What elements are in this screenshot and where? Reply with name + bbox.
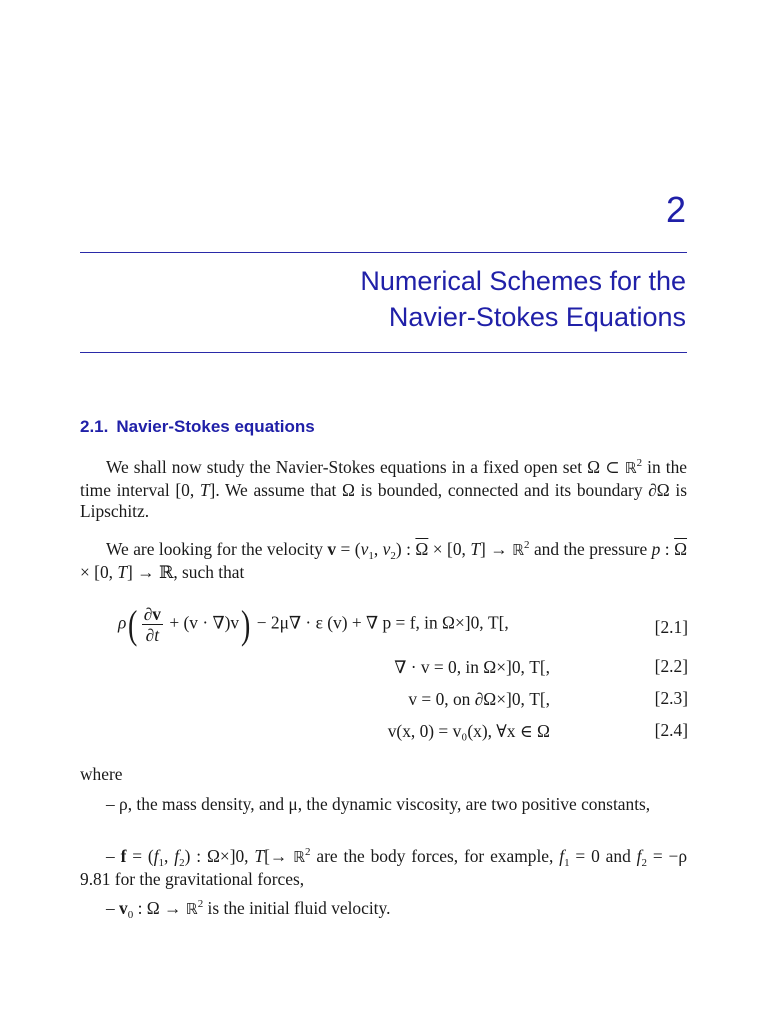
equation-2-2: ∇ · v = 0, in Ω×]0, T[, xyxy=(394,657,550,677)
equation-2-4: v(x, 0) = v₀(x), ∀x ∈ Ω xyxy=(387,721,550,741)
equation-number-2-1: [2.1] xyxy=(654,617,688,637)
paragraph-1: We shall now study the Navier-Stokes equations in a fixed open set Ω ⊂ ℝ$^2$ in the time interval [0, T]. We assume that Ω is bounded, connected and its boundary ∂Ω is Lipschitz. xyxy=(80,457,687,521)
section-heading xyxy=(80,417,315,437)
chapter-title-line1: Numerical Schemes for the xyxy=(360,266,686,296)
where-label: where xyxy=(80,764,123,784)
paragraph-2: We are looking for the velocity $v = (v_1$, $v_2$) : $\overline{\Omega} \times [0$, T] → ℝ$^2$ and the pressure p : $\overline{\Omega} \times [0$, T] → ℝ, such that xyxy=(80,539,688,582)
chapter-title-line2: Navier-Stokes Equations xyxy=(388,302,686,332)
bottom-rule xyxy=(80,352,687,353)
equation-number-2-3: [2.3] xyxy=(654,688,688,708)
top-rule xyxy=(80,252,687,253)
list-item: – ρ, the mass density, and μ, the dynamic viscosity, are two positive constants, xyxy=(106,794,651,814)
definitions-list xyxy=(80,794,687,816)
equation-number-2-2: [2.2] xyxy=(654,656,688,676)
list-item: – $f = (f_1$, $f_2$) : Ω×]0, T[→ ℝ$^2$ are the body forces, for example, $f_1 = 0$ and $f_2 = -\rho$ 9.81 for the gravitational forces, xyxy=(80,846,688,889)
list-item: – $v_0$ : Ω → ℝ$^2$ is the initial fluid velocity. xyxy=(106,898,391,921)
section-title: Navier-Stokes equations xyxy=(116,417,315,436)
equation-2-3: v = 0, on ∂Ω×]0, T[, xyxy=(408,689,550,709)
section-number: 2.1. xyxy=(80,417,109,436)
definitions-list-3 xyxy=(80,898,687,921)
equation-number-2-4: [2.4] xyxy=(654,720,688,740)
definitions-list-2 xyxy=(80,846,687,890)
chapter-number: 2 xyxy=(665,189,686,230)
chapter-title xyxy=(360,263,686,335)
equation-2-1: ρ( $\frac{\partial v}{\partial t}$ + (v · ∇)v) − 2μ∇ · ε (v) + ∇ p = f, in Ω×]0, T[, xyxy=(118,601,509,647)
